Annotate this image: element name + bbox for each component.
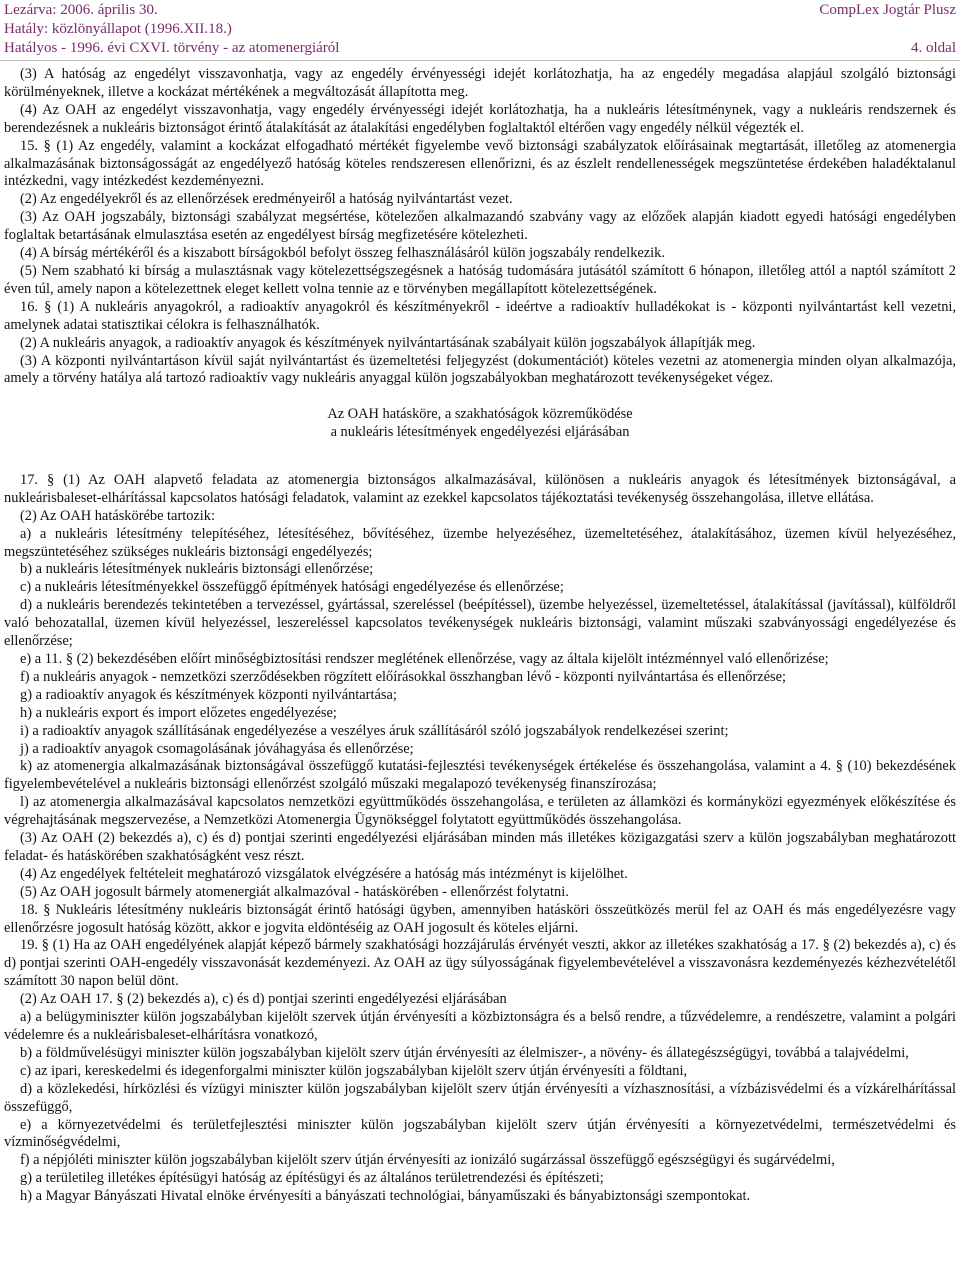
list-item: l) az atomenergia alkalmazásával kapcsolatos nemzetközi együttműködés összehangolása, e területen az államközi és kormányközi egyezmények előkészítése és végrehajtásának megszervezése, a Nemzetközi Atomenergia Ügynökséggel folytatott együttműködés összehangolása. xyxy=(4,794,956,829)
document-title: Hatályos - 1996. évi CXVI. törvény - az atomenergiáról xyxy=(4,40,340,56)
paragraph: (4) A bírság mértékéről és a kiszabott bírságokból befolyt összeg felhasználásáról külön jogszabály rendelkezik. xyxy=(20,245,665,262)
list-item: h) a nukleáris export és import előzetes engedélyezése; xyxy=(20,704,337,721)
paragraph: (5) Nem szabható ki bírság a mulasztásnak vagy kötelezettségszegésnek a hatóság tudomására jutásától számított 6 hónapon, illetőleg attól a naptól számított 2 éven túl, amely napon a kötelezettnek eleget kellett volna tennie az e törvényben megállapított kötelezettségének. xyxy=(4,262,956,297)
list-item: b) a földművelésügyi miniszter külön jogszabályban kijelölt szerv útján érvényesíti az élelmiszer-, a növény- és állategészségügyi, továbbá a talajvédelmi, xyxy=(20,1044,909,1061)
list-item: a) a nukleáris létesítmény telepítéséhez, létesítéséhez, bővítéséhez, üzembe helyezéséhez, üzemeltetéséhez, átalakításához, üzemen kívül helyezéséhez, megszüntetéséhez szükséges nukleáris biztonsági engedélyezés; xyxy=(4,525,956,560)
list-item: d) a közlekedési, hírközlési és vízügyi miniszter külön jogszabályban kijelölt szerv útján érvényesíti a vízhasznosítási, a vízbázisvédelmi és a vízkárelhárítással összefüggő, xyxy=(4,1080,956,1115)
page-header xyxy=(0,0,960,62)
section-title-line2: a nukleáris létesítmények engedélyezési eljárásában xyxy=(330,424,630,441)
paragraph: 18. § Nukleáris létesítmény nukleáris biztonságát érintő hatósági ügyben, amennyiben hatásköri összeütközés merül fel az OAH és más engedélyezésre vagy ellenőrzésre jogosult hatóság között, akkor e jogvita eldöntéséig az OAH jogosult és köteles eljárni. xyxy=(4,901,956,936)
paragraph: 15. § (1) Az engedély, valamint a kockázat elfogadható mértékét figyelembe vevő biztonsági szabályzatok előírásainak megtartását, illetőleg az atomenergia alkalmazásának biztonságosságát az engedélyező hatóság köteles rendszeresen ellenőrizni, és az észlelt rendellenességek megszüntetése érdekében haladéktalanul intézkedni, vagy intézkedést kezdeményezni. xyxy=(4,137,956,190)
list-item: c) az ipari, kereskedelmi és idegenforgalmi miniszter külön jogszabályban kijelölt szerv útján érvényesíti a földtani, xyxy=(20,1062,688,1079)
header-divider xyxy=(0,60,960,61)
paragraph: (5) Az OAH jogosult bármely atomenergiát alkalmazóval - hatáskörében - ellenőrzést folytatni. xyxy=(20,883,569,900)
closing-date: Lezárva: 2006. április 30. xyxy=(4,2,158,18)
paragraph: (3) Az OAH jogszabály, biztonsági szabályzat megsértése, kötelezően alkalmazandó szabvány vagy az előzőek alapján kiadott egyedi hatósági engedélyben foglaltak betartásának elmulasztása esetén az engedélyest bírság megfizetésére kötelezheti. xyxy=(4,209,956,244)
list-item: b) a nukleáris létesítmények nukleáris biztonsági ellenőrzése; xyxy=(20,561,374,578)
spacer xyxy=(4,442,956,460)
list-item: k) az atomenergia alkalmazásának biztonságával összefüggő kutatási-fejlesztési tevékenységek értékelése és összehangolása, valamint a 4. § (10) bekezdésének figyelembevételével a nukleáris biztonsági ellenőrzést szolgáló műszaki megalapozó tevékenység finanszírozása; xyxy=(4,758,956,793)
paragraph: (4) Az OAH az engedélyt visszavonhatja, vagy engedély érvényességi idejét korlátozhatja, ha a nukleáris létesítménynek, vagy a nukleáris rendszernek és berendezésnek a nukleáris biztonságot érintő átalakítását az átalakítási engedélyben foglaltaktól eltérően vagy engedély nélkül végezték el. xyxy=(4,101,956,136)
list-item: i) a radioaktív anyagok szállításának engedélyezése a veszélyes áruk szállításáról szóló jogszabályok rendelkezései szerint; xyxy=(20,722,729,739)
paragraph: (3) A hatóság az engedélyt visszavonhatja, vagy az engedély érvényességi idejét korlátozhatja, ha az engedély megadása alapjául szolgáló biztonsági körülményeknek, illetve a kockázat mértékének a megváltozását állapította meg. xyxy=(4,66,956,100)
paragraph: (2) Az OAH 17. § (2) bekezdés a), c) és d) pontjai szerinti engedélyezési eljárásában xyxy=(20,991,507,1008)
list-item: h) a Magyar Bányászati Hivatal elnöke érvényesíti a bányászati technológiai, bányaműszaki és bányabiztonsági szempontokat. xyxy=(20,1188,751,1205)
list-item: e) a 11. § (2) bekezdésében előírt minőségbiztosítási rendszer meglétének ellenőrzése, vagy az általa kijelölt intézménnyel való ellenőrizése; xyxy=(20,650,829,667)
page-number: 4. oldal xyxy=(911,40,956,56)
paragraph: (2) Az engedélyekről és az ellenőrzések eredményeiről a hatóság nyilvántartást vezet. xyxy=(20,191,513,208)
paragraph: 16. § (1) A nukleáris anyagokról, a radioaktív anyagokról és készítményekről - ideértve a radioaktív hulladékokat is - központi nyilvántartást kell vezetni, amelynek adatai statisztikai célokra is felhasználhatók. xyxy=(4,298,956,333)
list-item: g) a radioaktív anyagok és készítmények központi nyilvántartása; xyxy=(20,686,397,703)
list-item: d) a nukleáris berendezés tekintetében a tervezéssel, gyártással, szereléssel (beépítéssel), üzembe helyezéssel, üzemeltetéssel, átalakítással (javítással), külföldről való behozatallal, üzemen kívül helyezéssel, leszereléssel kapcsolatos tevékenységek nukleáris biztonsági, valamint műszaki szabványossági engedélyezése és ellenőrzése; xyxy=(4,597,956,650)
section-title-line1: Az OAH hatásköre, a szakhatóságok közreműködése xyxy=(327,406,633,423)
effect-status: Hatály: közlönyállapot (1996.XII.18.) xyxy=(4,21,232,37)
paragraph: (3) A központi nyilvántartáson kívül saját nyilvántartást és üzemeltetési feljegyzést (dokumentációt) köteles vezetni az atomenergia minden olyan alkalmazója, amely a törvény hatálya alá tartozó radioaktív vagy nukleáris anyaggal külön jogszabályokban meghatározott tevékenységeket végez. xyxy=(4,352,956,387)
document-body xyxy=(4,66,956,1206)
spacer xyxy=(4,460,956,472)
list-item: f) a népjóléti miniszter külön jogszabályban kijelölt szerv útján érvényesíti az ionizáló sugárzással összefüggő egészségügyi és sugárvédelmi, xyxy=(20,1152,835,1169)
paragraph: 19. § (1) Ha az OAH engedélyének alapját képező bármely szakhatósági hozzájárulás érvényét veszti, akkor az illetékes szakhatóság a 17. § (2) bekezdés a), c) és d) pontjai szerinti OAH-engedély visszavonását kezdeményezi. Az OAH az ügy súlyosságának figyelembevételével a visszavonásra kezdeményezés kézhezvételétől számított 30 napon belül dönt. xyxy=(4,937,956,990)
paragraph: (2) Az OAH hatáskörébe tartozik: xyxy=(20,507,216,524)
spacer xyxy=(4,388,956,406)
list-item: c) a nukleáris létesítményekkel összefüggő építmények hatósági engedélyezése és ellenőrzése; xyxy=(20,579,564,596)
paragraph: (2) A nukleáris anyagok, a radioaktív anyagok és készítmények nyilvántartásának szabályait külön jogszabályok állapítják meg. xyxy=(20,334,756,351)
list-item: e) a környezetvédelmi és területfejlesztési miniszter külön jogszabályban kijelölt szerv útján érvényesíti a környezetvédelmi, természetvédelmi és vízminőségvédelmi, xyxy=(4,1116,956,1151)
paragraph: (4) Az engedélyek feltételeit meghatározó vizsgálatok elvégzésére a hatóság más intézményt is kijelölhet. xyxy=(20,865,628,882)
list-item: g) a területileg illetékes építésügyi hatóság az építésügyi és az általános területrendezési és építészeti; xyxy=(20,1170,604,1187)
paragraph: (3) Az OAH (2) bekezdés a), c) és d) pontjai szerinti engedélyezési eljárásában minden más illetékes közigazgatási szerv a külön jogszabályban meghatározott feladat- és hatáskörében szakhatóságként vesz részt. xyxy=(4,830,956,864)
list-item: f) a nukleáris anyagok - nemzetközi szerződésekben rögzített előírásokkal összhangban lévő - központi nyilvántartása és ellenőrzése; xyxy=(20,668,787,685)
publisher-name: CompLex Jogtár Plusz xyxy=(819,2,956,18)
list-item: j) a radioaktív anyagok csomagolásának jóváhagyása és ellenőrzése; xyxy=(20,740,414,757)
list-item: a) a belügyminiszter külön jogszabályban kijelölt szervek útján érvényesíti a közbiztonságra és a belső rendre, a tűzvédelemre, a rendészetre, valamint a polgári védelemre és a nukleárisbaleset-elhárításra vonatkozó, xyxy=(4,1009,956,1043)
paragraph: 17. § (1) Az OAH alapvető feladata az atomenergia biztonságos alkalmazásával, különösen a nukleáris anyagok és létesítmények biztonságával, a nukleárisbaleset-elhárítással kapcsolatos hatósági feladatok, valamint az ezekkel kapcsolatos tájékoztatási tevékenység összehangolása, illetve ellátása. xyxy=(4,471,956,506)
